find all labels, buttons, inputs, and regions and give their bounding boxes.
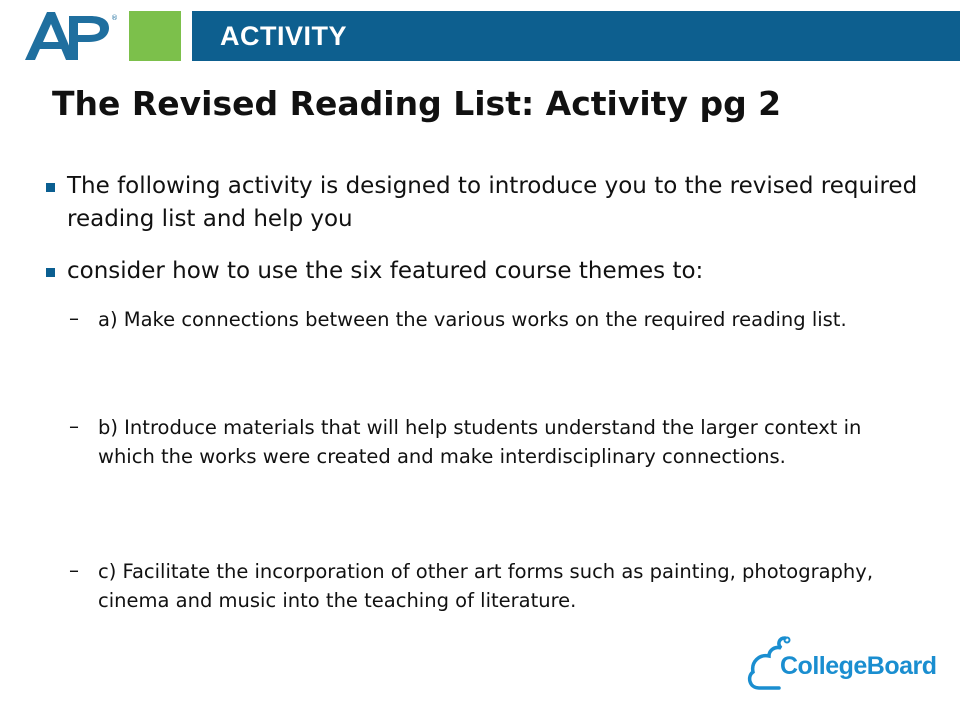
collegeboard-brand-text: CollegeBoard [780, 652, 937, 680]
dash-marker: – [69, 306, 79, 330]
bullet-text: The following activity is designed to introduce you to the revised required reading list and help you [67, 173, 918, 232]
accent-green-square [129, 11, 181, 61]
sub-item-text: b) Introduce materials that will help students understand the larger context in which the works were created and make interdisciplinary connections. [98, 416, 862, 468]
sub-item-text: c) Facilitate the incorporation of other art forms such as painting, photography, cinema and music into the teaching of literature. [98, 560, 874, 612]
dash-marker: – [69, 414, 79, 438]
sub-item-text: a) Make connections between the various works on the required reading list. [98, 308, 847, 331]
dash-marker: – [69, 558, 79, 582]
ap-logo [17, 6, 117, 66]
bullet-marker [46, 268, 55, 277]
bullet-text: consider how to use the six featured course themes to: [67, 258, 704, 284]
svg-text:®: ® [111, 14, 118, 22]
slide-title: The Revised Reading List: Activity pg 2 [52, 84, 782, 123]
bullet-marker [46, 183, 55, 192]
section-label: ACTIVITY [220, 21, 348, 51]
